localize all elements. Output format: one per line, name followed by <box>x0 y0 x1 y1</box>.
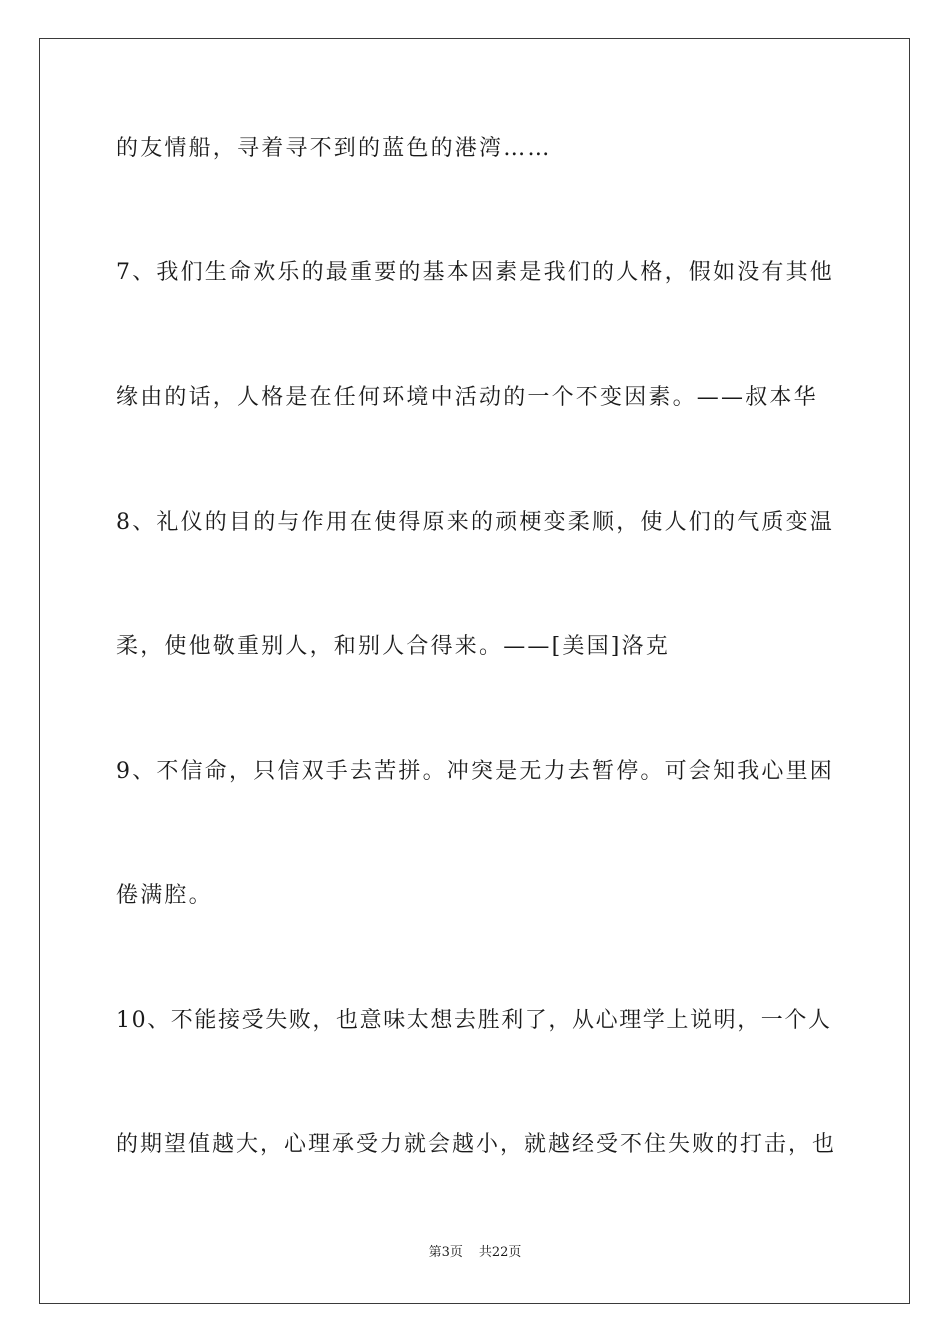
text-line: 的友情船，寻着寻不到的蓝色的港湾…… <box>116 136 552 161</box>
text-line: 10、不能接受失败，也意味太想去胜利了，从心理学上说明，一个人 <box>116 1008 832 1033</box>
text-line: 缘由的话，人格是在任何环境中活动的一个不变因素。——叔本华 <box>116 385 818 410</box>
text-line: 倦满腔。 <box>116 883 213 908</box>
text-line: 9、不信命，只信双手去苦拼。冲突是无力去暂停。可会知我心里困 <box>116 759 834 784</box>
text-line: 柔，使他敬重别人，和别人合得来。——[美国]洛克 <box>116 634 670 659</box>
page-number: 第3页 <box>428 1245 463 1260</box>
text-line: 的期望值越大，心理承受力就会越小，就越经受不住失败的打击，也 <box>116 1132 837 1157</box>
page-footer <box>0 1244 950 1262</box>
text-line: 8、礼仪的目的与作用在使得原来的顽梗变柔顺，使人们的气质变温 <box>116 510 834 535</box>
text-line: 7、我们生命欢乐的最重要的基本因素是我们的人格，假如没有其他 <box>116 260 834 285</box>
page-total: 共22页 <box>478 1245 522 1260</box>
page-border <box>39 38 910 1304</box>
